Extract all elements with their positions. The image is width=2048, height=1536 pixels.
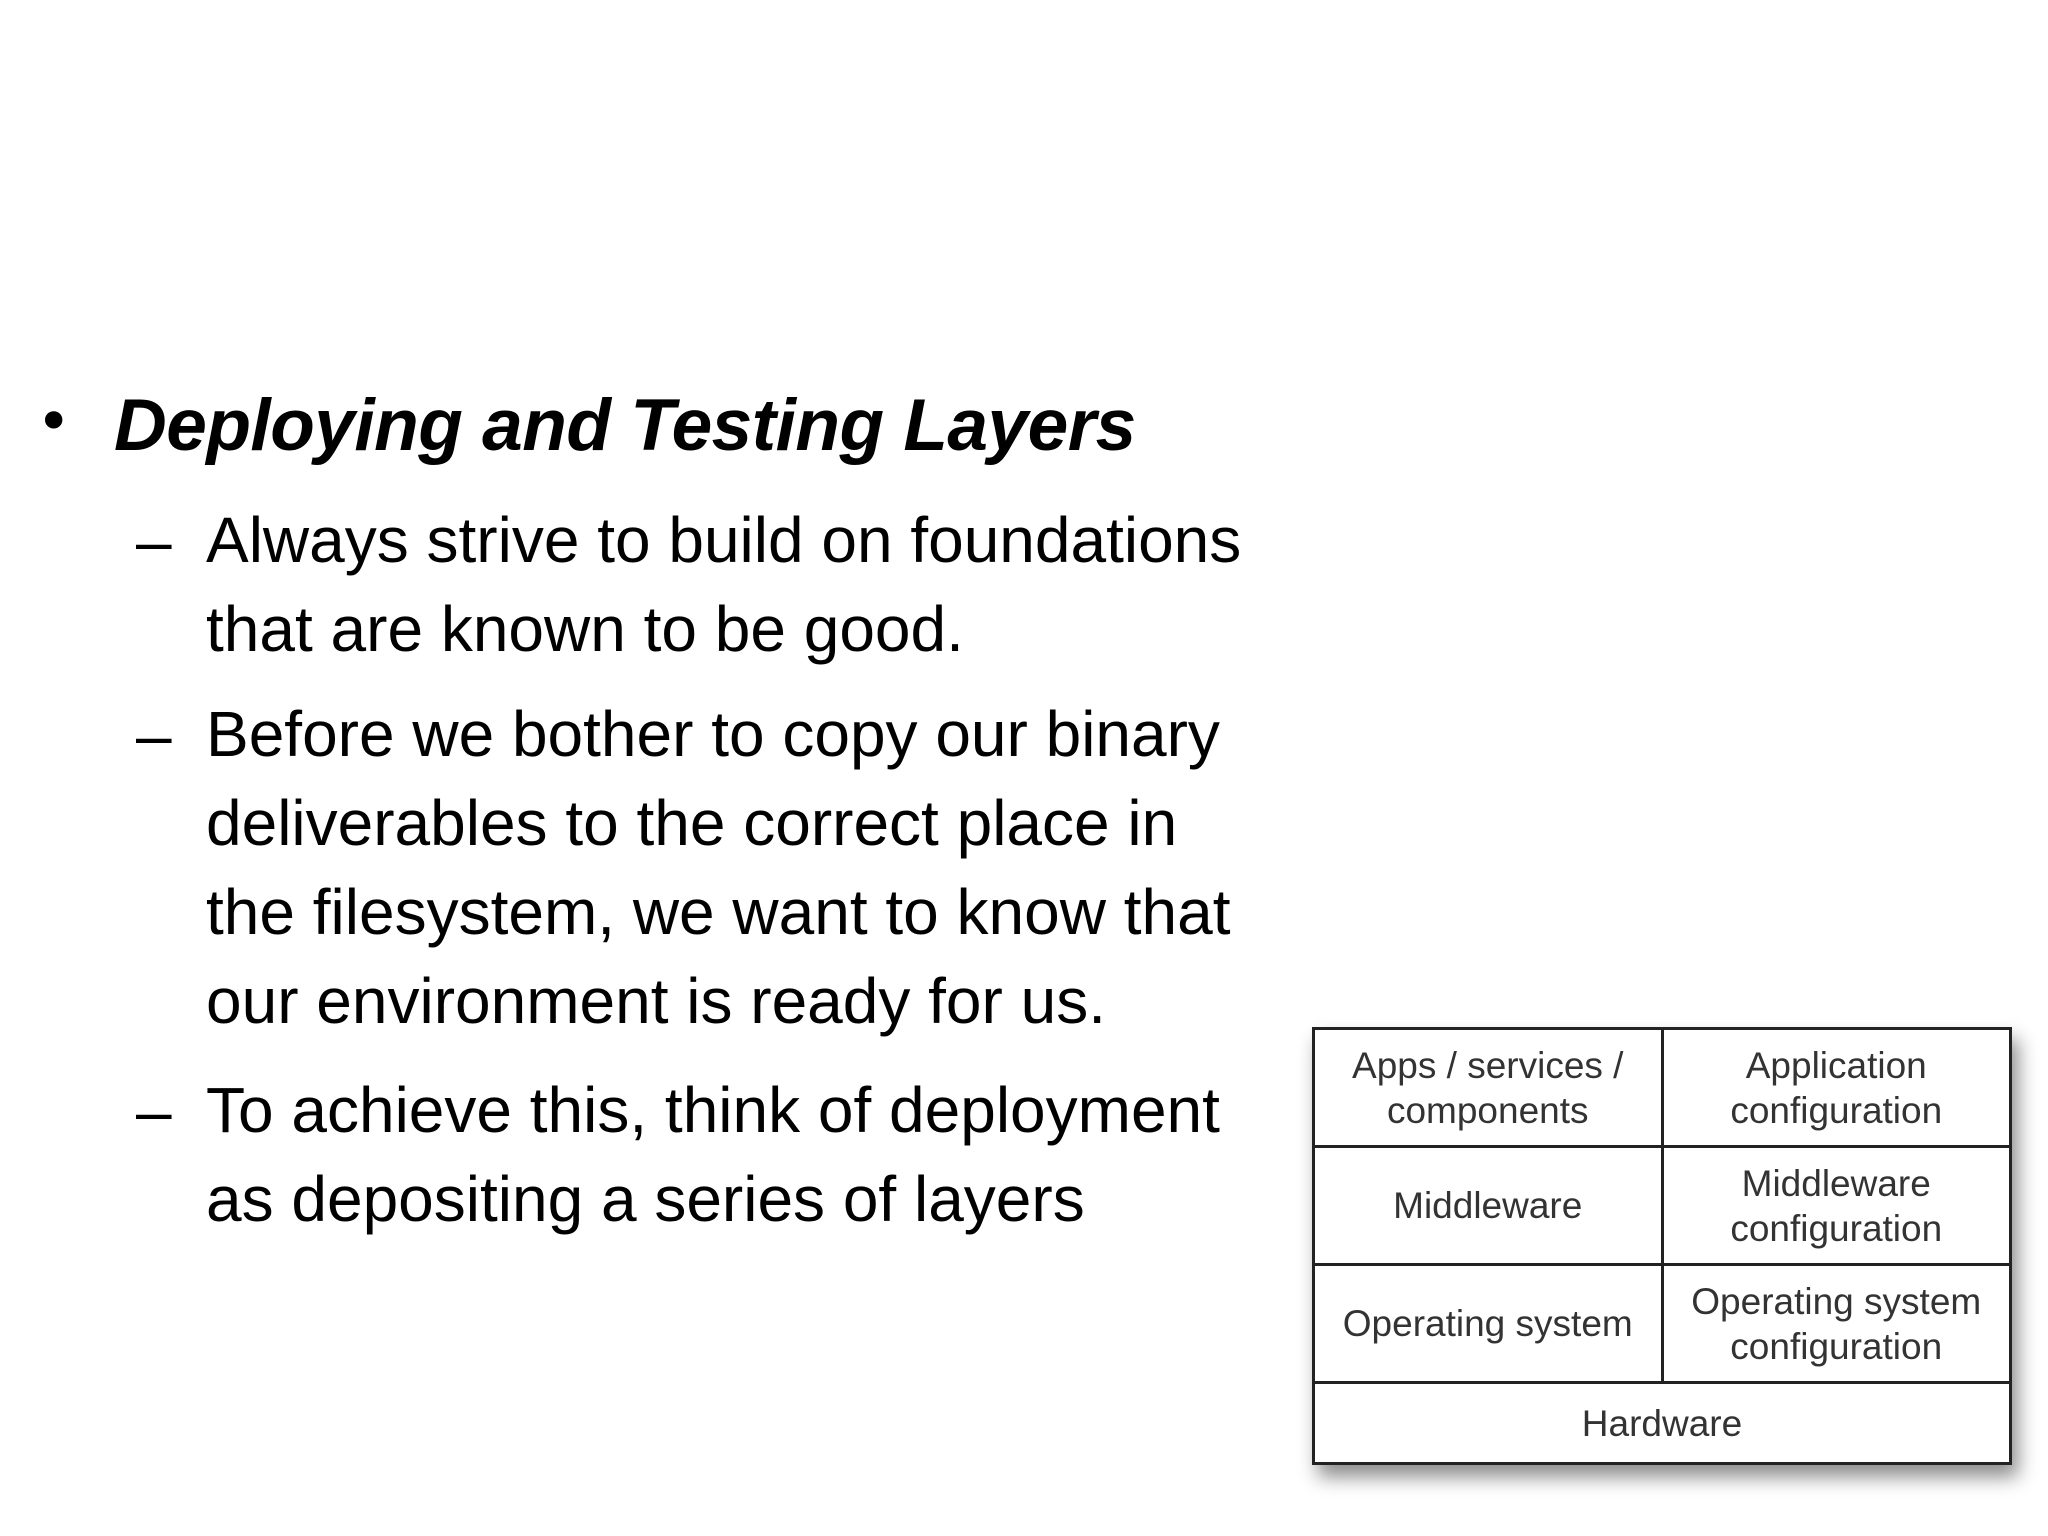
sub-bullet-item [0, 690, 1330, 1050]
text-line: the filesystem, we want to know that [206, 876, 1231, 948]
cell-line: configuration [1730, 1325, 1943, 1367]
diagram-row-middleware [1315, 1148, 2009, 1266]
diagram-cell-hardware: Hardware [1581, 1402, 1743, 1444]
text-line: To achieve this, think of deployment [206, 1074, 1220, 1146]
text-line: our environment is ready for us. [206, 965, 1106, 1037]
sub-bullet-text [206, 1066, 1220, 1244]
cell-line: configuration [1730, 1207, 1943, 1249]
cell-line: configuration [1730, 1089, 1943, 1131]
diagram-row-apps [1315, 1030, 2009, 1148]
diagram-cell-middleware-config [1664, 1148, 2010, 1263]
diagram-row-os [1315, 1266, 2009, 1384]
sub-bullet-item [0, 1066, 1330, 1246]
cell-line: Application [1745, 1044, 1927, 1086]
layer-diagram [1312, 1027, 2012, 1465]
cell-line: Middleware [1393, 1185, 1583, 1226]
sub-bullet-item [0, 496, 1330, 676]
text-line: deliverables to the correct place in [206, 787, 1178, 859]
diagram-cell-os-config [1664, 1266, 2010, 1381]
diagram-cell-app-config [1664, 1030, 2010, 1145]
diagram-cell-middleware [1315, 1148, 1664, 1263]
slide-heading: Deploying and Testing Layers [114, 385, 1136, 466]
text-line: Before we bother to copy our binary [206, 698, 1220, 770]
diagram-cell-os [1315, 1266, 1664, 1381]
diagram-cell-apps [1315, 1030, 1664, 1145]
text-line: Always strive to build on foundations [206, 504, 1242, 576]
cell-line: Operating system [1342, 1303, 1633, 1344]
cell-line: Middleware [1741, 1162, 1931, 1204]
dash-icon: – [136, 699, 172, 771]
dash-icon: – [136, 1075, 172, 1147]
sub-bullet-text [206, 496, 1241, 674]
text-line: that are known to be good. [206, 593, 964, 665]
heading-bullet-item [0, 378, 2048, 478]
text-line: as depositing a series of layers [206, 1163, 1085, 1235]
cell-line: components [1386, 1089, 1589, 1131]
bullet-dot-icon: • [36, 387, 72, 457]
dash-icon: – [136, 505, 172, 577]
cell-line: Apps / services / [1352, 1044, 1624, 1086]
sub-bullet-text [206, 690, 1230, 1046]
diagram-row-hardware [1315, 1384, 2009, 1462]
cell-line: Operating system [1691, 1280, 1982, 1322]
